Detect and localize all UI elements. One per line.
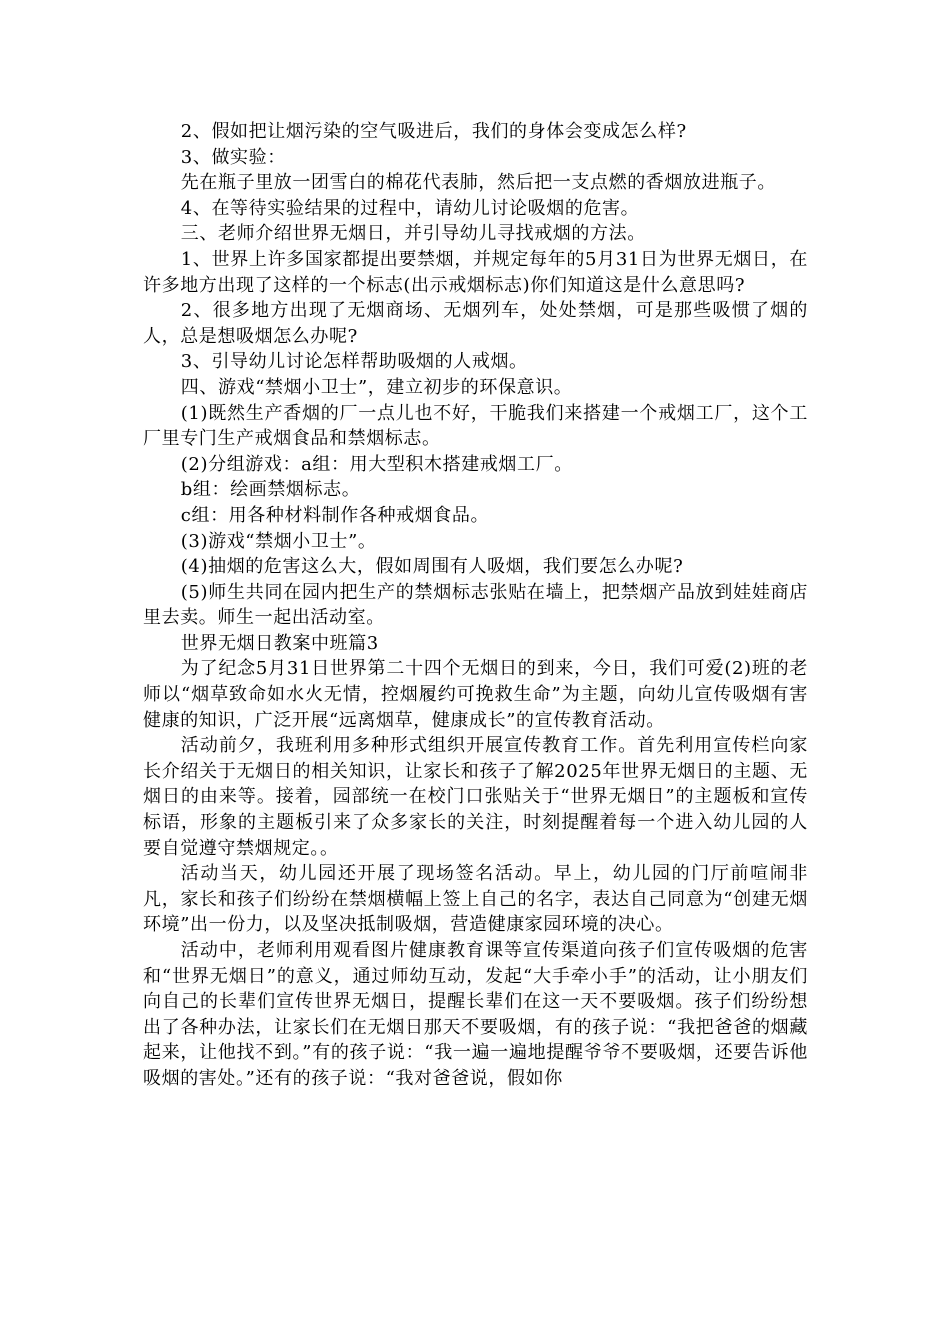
paragraph: 四、游戏“禁烟小卫士”，建立初步的环保意识。 (180, 376, 573, 398)
paragraph: 活动前夕，我班利用多种形式组织开展宣传教育工作。首先利用宣传栏向家长介绍关于无烟日的相关知识，让家长和孩子了解2025年世界无烟日的主题、无烟日的由来等。接着，园部统一在校门口张贴关于“世界无烟日”的主题板和宣传标语，形象的主题板引来了众多家长的关注，时刻提醒着每一个进入幼儿园的人要自觉遵守禁烟规定。。 (143, 735, 808, 859)
section-heading: 世界无烟日教案中班篇3 (180, 632, 379, 654)
paragraph: (1)既然生产香烟的厂一点儿也不好，干脆我们来搭建一个戒烟工厂，这个工厂里专门生产戒烟食品和禁烟标志。 (143, 402, 808, 450)
paragraph: 先在瓶子里放一团雪白的棉花代表肺，然后把一支点燃的香烟放进瓶子。 (180, 172, 776, 194)
document-body (143, 119, 808, 1092)
paragraph: 4、在等待实验结果的过程中，请幼儿讨论吸烟的危害。 (180, 197, 640, 219)
paragraph: 1、世界上许多国家都提出要禁烟，并规定每年的5月31日为世界无烟日，在许多地方出现了这样的一个标志(出示戒烟标志)你们知道这是什么意思吗? (143, 248, 808, 296)
paragraph: 3、做实验： (180, 146, 286, 168)
paragraph: (3)游戏“禁烟小卫士”。 (180, 530, 377, 552)
paragraph: 2、很多地方出现了无烟商场、无烟列车，处处禁烟，可是那些吸惯了烟的人，总是想吸烟怎么办呢? (143, 300, 808, 347)
paragraph: 活动中，老师利用观看图片健康教育课等宣传渠道向孩子们宣传吸烟的危害和“世界无烟日”的意义，通过师幼互动，发起“大手牵小手”的活动，让小朋友们向自己的长辈们宣传世界无烟日，提醒长辈们在这一天不要吸烟。孩子们纷纷想出了各种办法，让家长们在无烟日那天不要吸烟，有的孩子说：“我把爸爸的烟藏起来，让他找不到。”有的孩子说：“我一遍一遍地提醒爷爷不要吸烟，还要告诉他吸烟的害处。”还有的孩子说：“我对爸爸说，假如你 (143, 940, 808, 1089)
paragraph: b组：绘画禁烟标志。 (180, 479, 361, 501)
paragraph: (5)师生共同在园内把生产的禁烟标志张贴在墙上，把禁烟产品放到娃娃商店里去卖。师生一起出活动室。 (143, 581, 808, 629)
paragraph: c组：用各种材料制作各种戒烟食品。 (180, 504, 490, 526)
paragraph: 3、引导幼儿讨论怎样帮助吸烟的人戒烟。 (180, 351, 528, 373)
paragraph: 活动当天，幼儿园还开展了现场签名活动。早上，幼儿园的门厅前喧闹非凡，家长和孩子们纷纷在禁烟横幅上签上自己的名字，表达自己同意为“创建无烟环境”出一份力，以及坚决抵制吸烟，营造健康家园环境的决心。 (143, 863, 808, 936)
paragraph: 为了纪念5月31日世界第二十四个无烟日的到来，今日，我们可爱(2)班的老师以“烟草致命如水火无情，控烟履约可挽救生命”为主题，向幼儿宣传吸烟有害健康的知识，广泛开展“远离烟草，健康成长”的宣传教育活动。 (143, 658, 808, 731)
paragraph: 三、老师介绍世界无烟日，并引导幼儿寻找戒烟的方法。 (180, 223, 646, 245)
paragraph: (4)抽烟的危害这么大，假如周围有人吸烟，我们要怎么办呢? (180, 556, 684, 578)
paragraph: (2)分组游戏：a组：用大型积木搭建戒烟工厂。 (180, 453, 573, 475)
paragraph: 2、假如把让烟污染的空气吸进后，我们的身体会变成怎么样? (180, 121, 687, 142)
